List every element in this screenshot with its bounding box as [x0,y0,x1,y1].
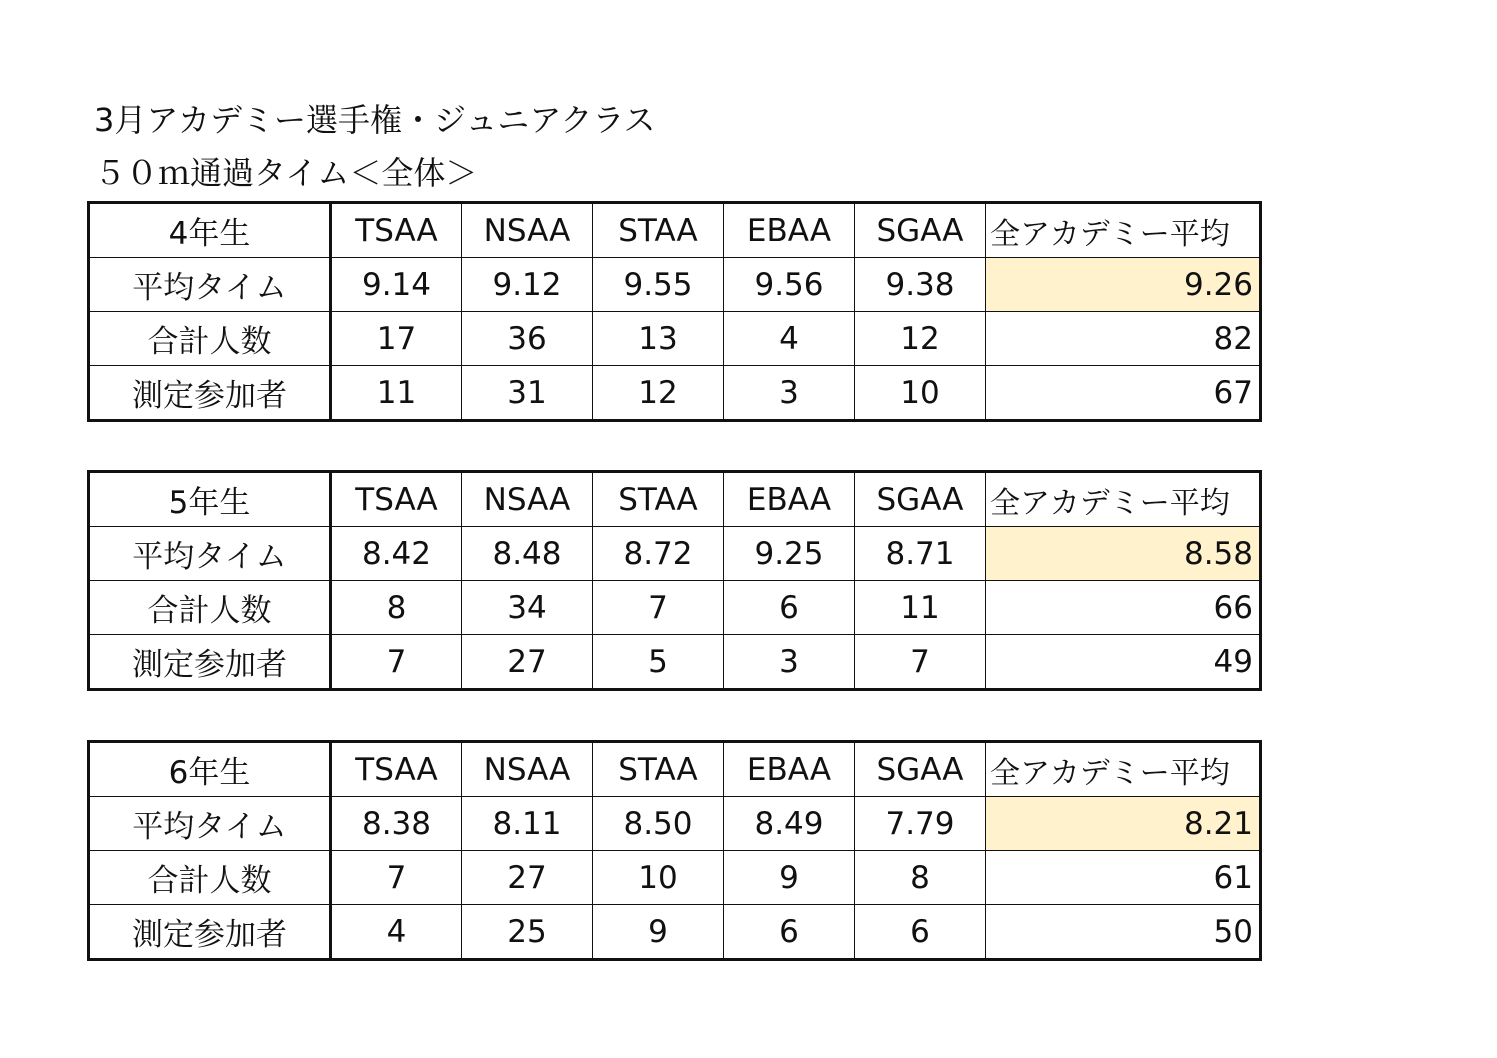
column-header-ebaa: EBAA [724,203,855,258]
row-label-total: 合計人数 [89,312,331,366]
table-row [89,581,1261,635]
grade-label: 4年生 [89,203,331,258]
column-header-ebaa: EBAA [724,472,855,527]
table-cell: 6 [855,905,986,960]
table-cell: 17 [331,312,462,366]
column-header-staa: STAA [593,472,724,527]
table-header-row [89,472,1261,527]
table-cell: 8.11 [462,797,593,851]
column-header-sgaa: SGAA [855,472,986,527]
column-header-all-average: 全アカデミー平均 [986,203,1261,258]
column-header-sgaa: SGAA [855,742,986,797]
table-cell: 6 [724,905,855,960]
table-row [89,797,1261,851]
table-row [89,312,1261,366]
table-cell: 9.38 [855,258,986,312]
table-cell: 7.79 [855,797,986,851]
table-cell: 27 [462,635,593,690]
row-label-total: 合計人数 [89,851,331,905]
table-cell: 27 [462,851,593,905]
grade-label: 6年生 [89,742,331,797]
row-label-avg-time: 平均タイム [89,527,331,581]
table-cell: 9.25 [724,527,855,581]
table-cell: 9 [724,851,855,905]
table-cell: 8.50 [593,797,724,851]
row-label-avg-time: 平均タイム [89,258,331,312]
participants-sum-cell: 50 [986,905,1261,960]
column-header-nsaa: NSAA [462,742,593,797]
table-cell: 11 [331,366,462,421]
table-row [89,635,1261,690]
row-label-total: 合計人数 [89,581,331,635]
table-cell: 8.71 [855,527,986,581]
table-cell: 8.48 [462,527,593,581]
all-average-cell: 8.21 [986,797,1261,851]
table-cell: 7 [331,635,462,690]
total-sum-cell: 61 [986,851,1261,905]
column-header-staa: STAA [593,742,724,797]
participants-sum-cell: 67 [986,366,1261,421]
table-cell: 13 [593,312,724,366]
all-average-cell: 9.26 [986,258,1261,312]
total-sum-cell: 66 [986,581,1261,635]
table-cell: 10 [593,851,724,905]
page-title: 3月アカデミー選手権・ジュニアクラス [94,101,656,139]
table-cell: 7 [331,851,462,905]
table-cell: 8.42 [331,527,462,581]
table-cell: 8.49 [724,797,855,851]
table-cell: 9 [593,905,724,960]
table-cell: 8 [331,581,462,635]
table-cell: 8 [855,851,986,905]
column-header-all-average: 全アカデミー平均 [986,742,1261,797]
column-header-nsaa: NSAA [462,203,593,258]
table-cell: 10 [855,366,986,421]
table-cell: 9.56 [724,258,855,312]
column-header-sgaa: SGAA [855,203,986,258]
table-cell: 36 [462,312,593,366]
grade-label: 5年生 [89,472,331,527]
page-subtitle: ５０ｍ通過タイム＜全体＞ [94,154,478,192]
column-header-tsaa: TSAA [331,742,462,797]
grade-6-table [87,740,1262,961]
table-cell: 11 [855,581,986,635]
table-cell: 12 [593,366,724,421]
row-label-participants: 測定参加者 [89,366,331,421]
table-cell: 6 [724,581,855,635]
table-cell: 8.38 [331,797,462,851]
column-header-tsaa: TSAA [331,203,462,258]
table-cell: 4 [724,312,855,366]
table-row [89,905,1261,960]
table-cell: 12 [855,312,986,366]
table-cell: 9.55 [593,258,724,312]
table-cell: 9.14 [331,258,462,312]
table-cell: 31 [462,366,593,421]
table-cell: 3 [724,635,855,690]
grade-5-table [87,470,1262,691]
table-row [89,527,1261,581]
table-header-row [89,742,1261,797]
table-cell: 5 [593,635,724,690]
table-cell: 7 [593,581,724,635]
grade-4-table [87,201,1262,422]
table-header-row [89,203,1261,258]
table-row [89,258,1261,312]
table-row [89,366,1261,421]
all-average-cell: 8.58 [986,527,1261,581]
row-label-participants: 測定参加者 [89,635,331,690]
row-label-avg-time: 平均タイム [89,797,331,851]
table-cell: 25 [462,905,593,960]
column-header-nsaa: NSAA [462,472,593,527]
participants-sum-cell: 49 [986,635,1261,690]
column-header-tsaa: TSAA [331,472,462,527]
table-cell: 9.12 [462,258,593,312]
column-header-ebaa: EBAA [724,742,855,797]
column-header-staa: STAA [593,203,724,258]
total-sum-cell: 82 [986,312,1261,366]
row-label-participants: 測定参加者 [89,905,331,960]
table-cell: 8.72 [593,527,724,581]
table-cell: 34 [462,581,593,635]
table-cell: 4 [331,905,462,960]
table-cell: 3 [724,366,855,421]
table-row [89,851,1261,905]
column-header-all-average: 全アカデミー平均 [986,472,1261,527]
table-cell: 7 [855,635,986,690]
